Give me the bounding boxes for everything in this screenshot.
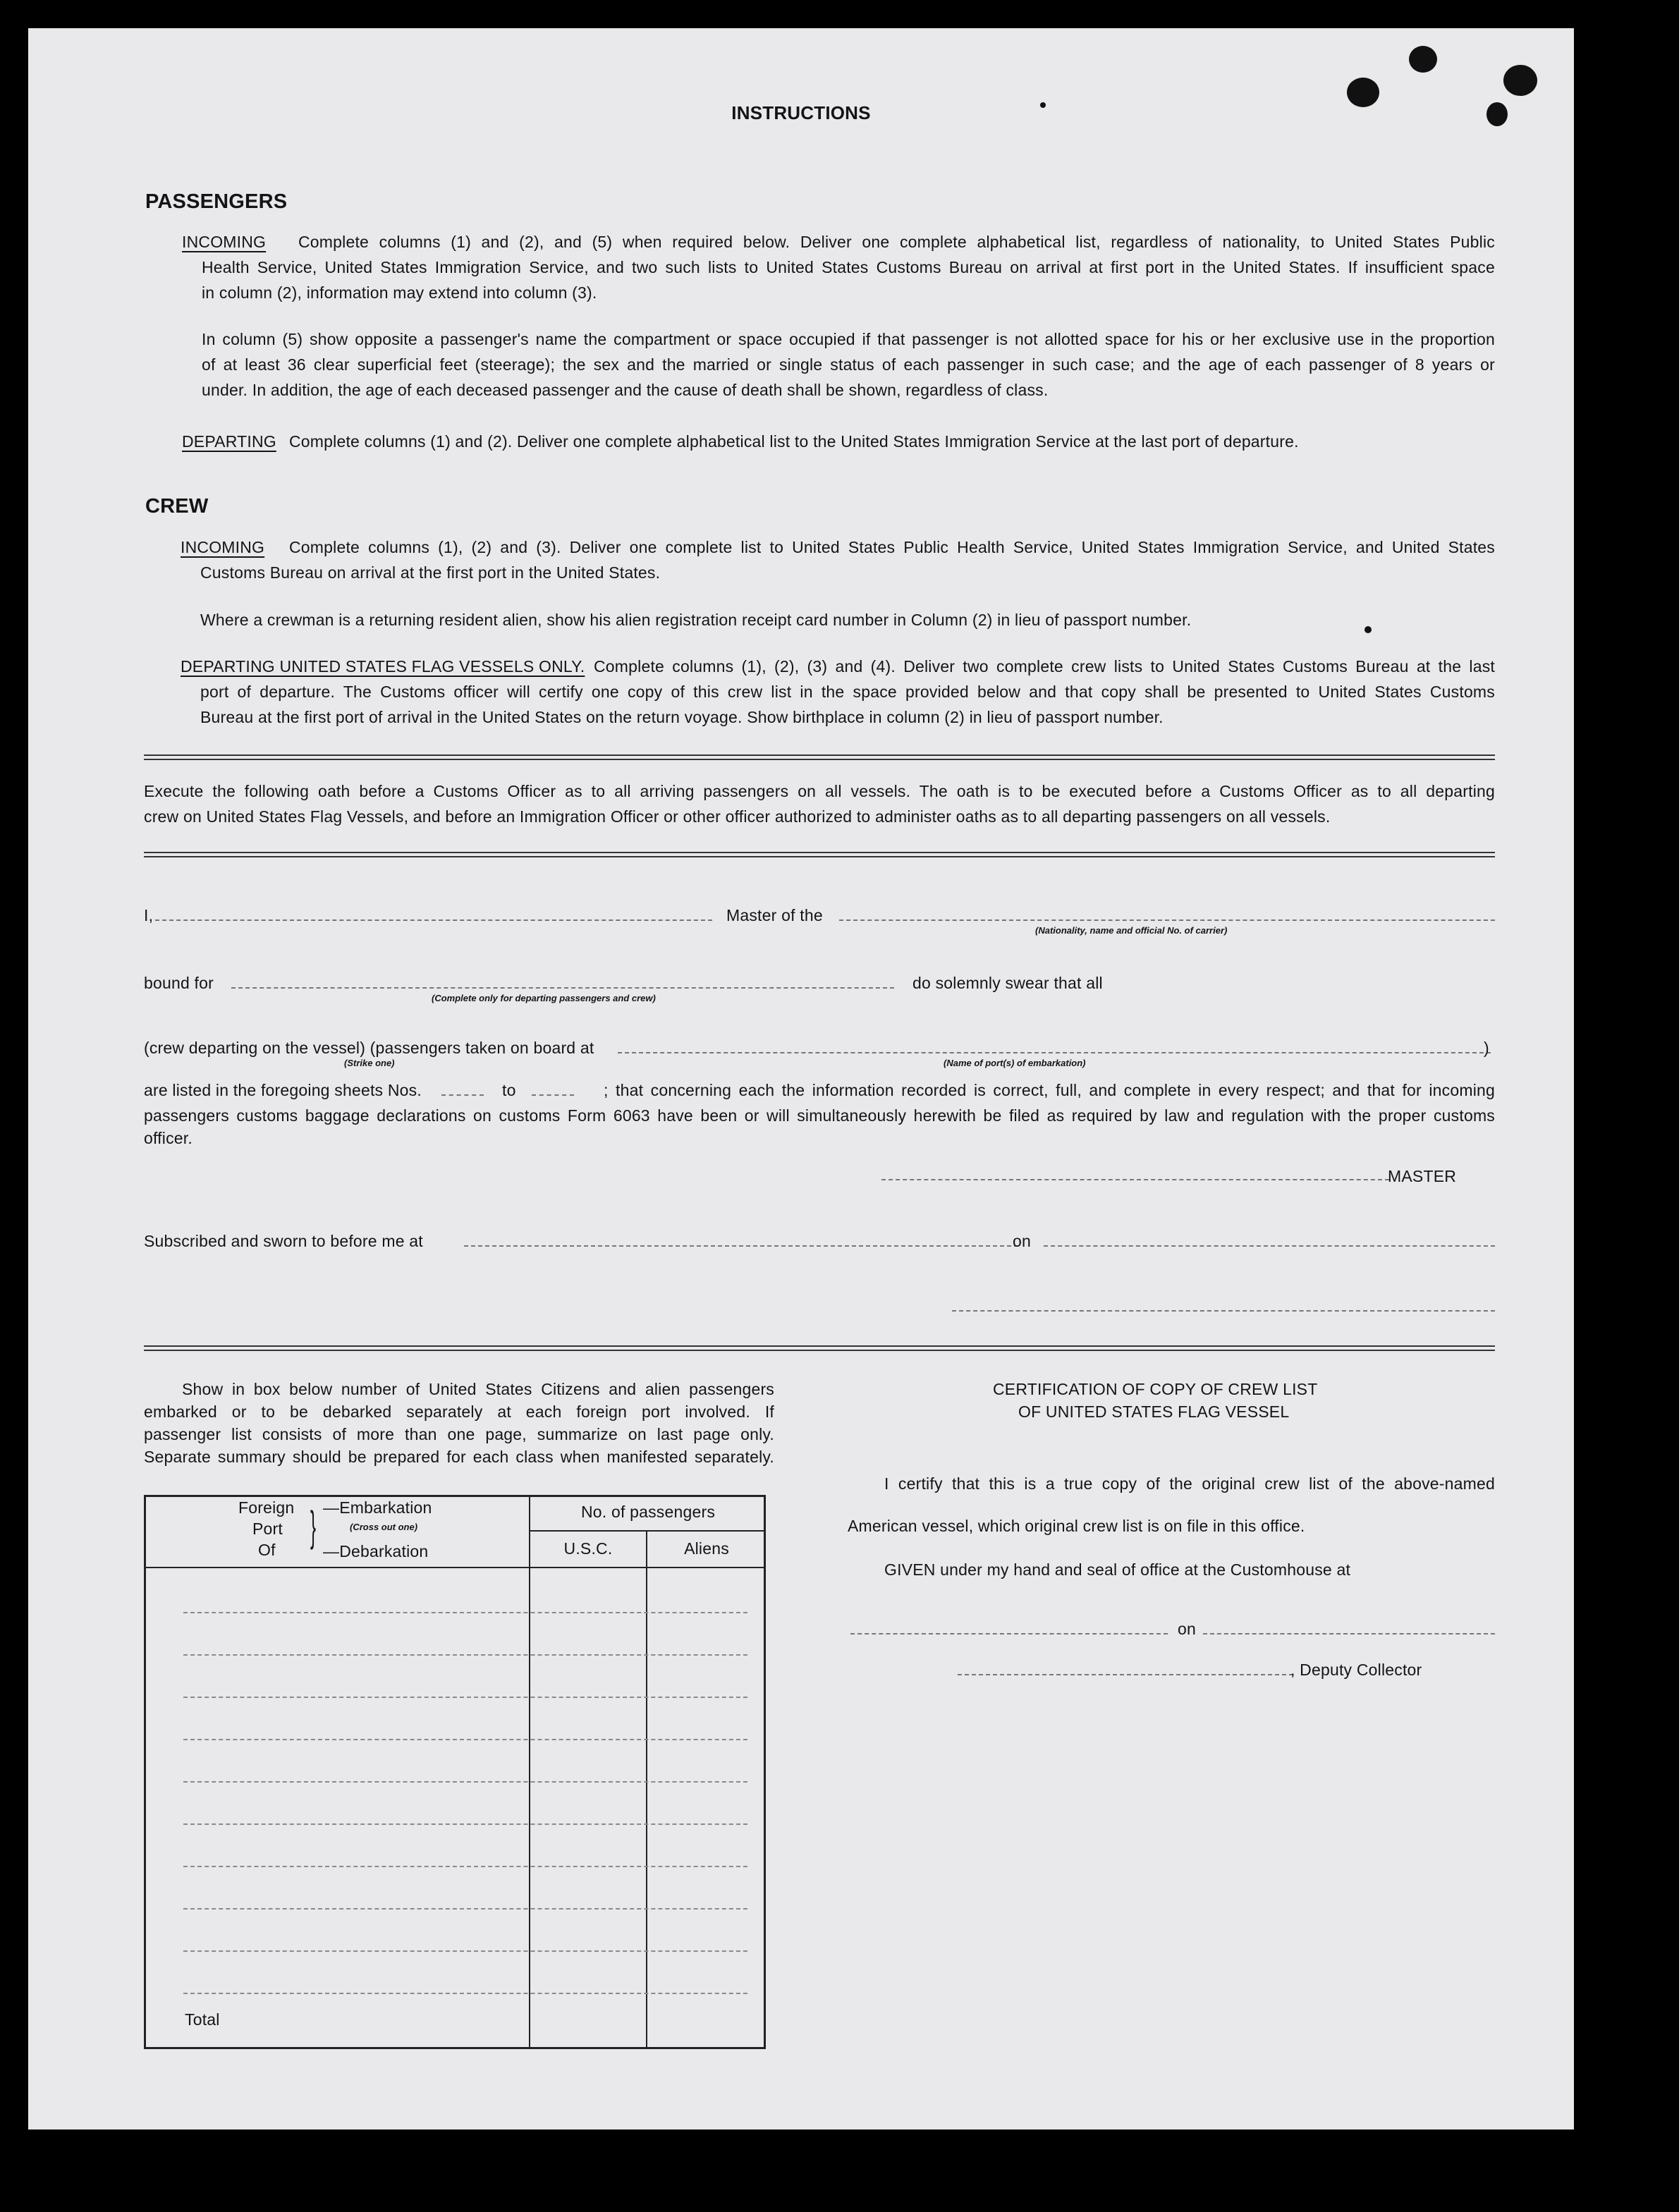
ink-blot	[1409, 46, 1437, 73]
summary-row[interactable]	[183, 1697, 747, 1698]
column5-text: In column (5) show opposite a passenger's name the compartment or space occupied if that passenger is not allotted space for his or her exclusive use in the proportion	[202, 330, 1495, 348]
master-of-label: Master of the	[726, 906, 823, 924]
certify-text: American vessel, which original crew list is on file in this office.	[848, 1517, 1305, 1535]
summary-row[interactable]	[183, 1950, 747, 1952]
strike-one-hint: (Strike one)	[344, 1058, 395, 1068]
crew-heading: CREW	[145, 495, 209, 518]
summary-intro: Show in box below number of United States Citizens and alien passengers	[182, 1380, 774, 1398]
cert-date-field[interactable]	[1203, 1633, 1495, 1634]
master-signature-field[interactable]	[881, 1179, 1389, 1180]
cert-on-label: on	[1178, 1620, 1196, 1638]
usc-label: U.S.C.	[563, 1539, 613, 1558]
crew-departing-label: (crew departing on the vessel) (passengers taken on board at	[144, 1039, 594, 1057]
close-paren: )	[1484, 1039, 1489, 1057]
summary-row[interactable]	[183, 1654, 747, 1656]
bound-for-field[interactable]	[231, 987, 894, 989]
page-title: INSTRUCTIONS	[731, 102, 871, 123]
col-foreign-label: Foreign	[238, 1498, 295, 1517]
summary-intro: Separate summary should be prepared for each class when manifested separately.	[144, 1448, 774, 1466]
vessel-field[interactable]	[839, 919, 1495, 921]
bound-for-label: bound for	[144, 974, 214, 992]
column-divider	[646, 1530, 647, 2049]
column-divider	[529, 1495, 530, 2049]
listed-text: ; that concerning each the information recorded is correct, full, and complete in every respect; and that for incoming	[604, 1081, 1495, 1099]
summary-row[interactable]	[183, 1993, 747, 1994]
no-passengers-label: No. of passengers	[580, 1503, 716, 1521]
passengers-heading: PASSENGERS	[145, 190, 288, 213]
sworn-at-field[interactable]	[464, 1245, 1018, 1247]
certify-text: I certify that this is a true copy of the original crew list of the above-named	[884, 1474, 1495, 1493]
column5-text: of at least 36 clear superficial feet (steerage); the sex and the married or single status of each passenger in such case; and the age of each passenger of 8 years or	[202, 355, 1495, 374]
departing-hint: (Complete only for departing passengers and crew)	[432, 993, 656, 1003]
sheet-from-field[interactable]	[441, 1094, 484, 1096]
embarkation-label: —Embarkation	[323, 1498, 432, 1517]
col-of-label: Of	[258, 1541, 276, 1559]
on-label: on	[1013, 1232, 1031, 1250]
header-rule	[529, 1530, 766, 1532]
deputy-collector-label: , Deputy Collector	[1290, 1661, 1422, 1679]
listed-text: passengers customs baggage declarations on customs Form 6063 have been or will simultaneously herewith be filed as required by law and regulation with the proper customs	[144, 1106, 1495, 1125]
summary-row[interactable]	[183, 1908, 747, 1909]
summary-row[interactable]	[183, 1781, 747, 1783]
summary-row[interactable]	[183, 1866, 747, 1867]
given-text: GIVEN under my hand and seal of office at the Customhouse at	[884, 1560, 1351, 1579]
sworn-on-field[interactable]	[1044, 1245, 1495, 1247]
officer-signature-field[interactable]	[952, 1310, 1495, 1312]
subscribed-label: Subscribed and sworn to before me at	[144, 1232, 423, 1250]
passengers-departing-label: DEPARTING	[182, 432, 276, 451]
sheet-to-field[interactable]	[532, 1094, 574, 1096]
listed-text: officer.	[144, 1129, 193, 1147]
col-port-label: Port	[252, 1520, 283, 1538]
certification-title: CERTIFICATION OF COPY OF CREW LIST	[993, 1380, 1318, 1398]
debarkation-label: —Debarkation	[323, 1542, 429, 1560]
passengers-incoming-text: Complete columns (1) and (2), and (5) when required below. Deliver one complete alphabetical list, regardless of nationality, to United States Public	[298, 233, 1495, 251]
section-divider	[144, 754, 1495, 756]
oath-instructions: crew on United States Flag Vessels, and before an Immigration Officer or other officer authorized to administer oaths as to all departing passengers on all vessels.	[144, 807, 1331, 826]
master-name-field[interactable]	[155, 919, 712, 921]
crew-departing-label: DEPARTING UNITED STATES FLAG VESSELS ONLY.	[181, 657, 585, 676]
passengers-incoming-text: in column (2), information may extend into column (3).	[202, 283, 597, 302]
ports-field[interactable]	[618, 1052, 1491, 1053]
swear-label: do solemnly swear that all	[912, 974, 1103, 992]
customhouse-field[interactable]	[850, 1633, 1168, 1634]
aliens-label: Aliens	[684, 1539, 729, 1558]
crew-departing-text: Bureau at the first port of arrival in the United States on the return voyage. Show birthplace in column (2) in lieu of passport number.	[200, 708, 1164, 726]
crew-incoming-label: INCOMING	[181, 538, 265, 556]
crew-departing-text: Complete columns (1), (2), (3) and (4). Deliver two complete crew lists to United States Customs Bureau at the last	[594, 657, 1495, 676]
crew-incoming-text: Complete columns (1), (2) and (3). Deliver one complete list to United States Public Health Service, United States Immigration Service, and United States	[289, 538, 1495, 556]
section-divider	[144, 1345, 1495, 1347]
nationality-hint: (Nationality, name and official No. of carrier)	[1035, 925, 1228, 936]
summary-row[interactable]	[183, 1612, 747, 1613]
section-divider	[144, 856, 1495, 857]
passengers-incoming-label: INCOMING	[182, 233, 267, 251]
master-label: MASTER	[1388, 1167, 1457, 1185]
crew-resident-text: Where a crewman is a returning resident alien, show his alien registration receipt card number in Column (2) in lieu of passport number.	[200, 611, 1192, 629]
collector-signature-field[interactable]	[958, 1674, 1293, 1675]
header-rule	[144, 1567, 766, 1568]
passenger-summary-box	[144, 1495, 766, 2049]
summary-row[interactable]	[183, 1739, 747, 1740]
column5-text: under. In addition, the age of each deceased passenger and the cause of death shall be shown, regardless of class.	[202, 381, 1049, 399]
cross-out-hint: (Cross out one)	[350, 1522, 418, 1532]
total-label: Total	[185, 2010, 220, 2029]
ink-blot	[1364, 626, 1372, 633]
oath-instructions: Execute the following oath before a Customs Officer as to all arriving passengers on all vessels. The oath is to be executed before a Customs Officer as to all departing	[144, 782, 1495, 800]
section-divider	[144, 1350, 1495, 1351]
ink-blot	[1503, 65, 1537, 96]
summary-intro: embarked or to be debarked separately at each foreign port involved. If	[144, 1403, 774, 1421]
brace-icon: }	[310, 1503, 317, 1550]
crew-incoming-text: Customs Bureau on arrival at the first port in the United States.	[200, 563, 661, 582]
section-divider	[144, 852, 1495, 853]
summary-intro: passenger list consists of more than one page, summarize on last page only.	[144, 1425, 774, 1443]
listed-sheets-label: are listed in the foregoing sheets Nos.	[144, 1081, 422, 1099]
listed-to-label: to	[502, 1081, 516, 1099]
certification-title: OF UNITED STATES FLAG VESSEL	[1018, 1403, 1290, 1421]
crew-departing-text: port of departure. The Customs officer will certify one copy of this crew list in the space provided below and that copy shall be presented to United States Customs	[200, 683, 1495, 701]
form-page	[28, 28, 1574, 2129]
oath-i-label: I,	[144, 906, 154, 924]
passengers-departing-text: Complete columns (1) and (2). Deliver one complete alphabetical list to the United States Immigration Service at the last port of departure.	[289, 432, 1299, 451]
passengers-incoming-text: Health Service, United States Immigration Service, and two such lists to United States Customs Bureau on arrival at first port in the United States. If insufficient space	[202, 258, 1495, 276]
section-divider	[144, 759, 1495, 760]
ports-hint: (Name of port(s) of embarkation)	[944, 1058, 1086, 1068]
summary-row[interactable]	[183, 1823, 747, 1825]
